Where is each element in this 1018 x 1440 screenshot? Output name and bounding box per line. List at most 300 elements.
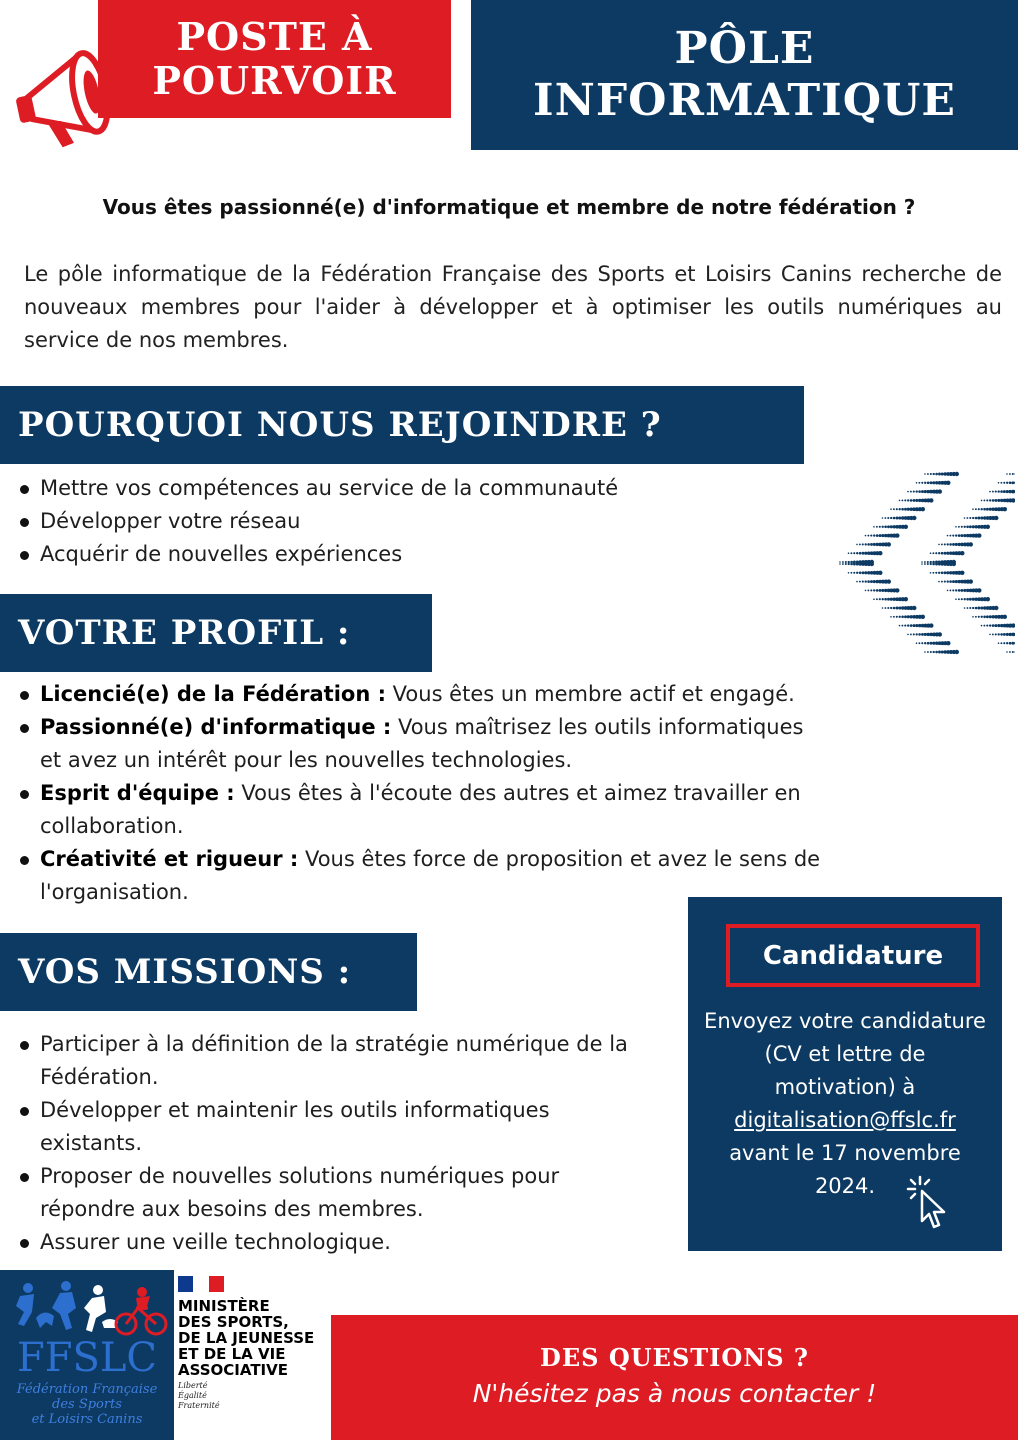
chevron-dot: [912, 516, 916, 520]
chevron-dot: [994, 516, 998, 520]
chevron-dot: [932, 642, 935, 645]
chevron-dot: [935, 473, 938, 476]
chevron-dot: [862, 571, 865, 574]
chevron-dot: [912, 606, 916, 610]
chevron-dot: [969, 579, 973, 583]
chevron-dot: [895, 533, 899, 537]
chevron-dot: [867, 543, 870, 546]
chevron-dot: [862, 552, 865, 555]
chevron-dot: [887, 598, 890, 601]
chevron-dot: [850, 552, 852, 554]
chevron-dot: [969, 607, 971, 609]
chevron-dot: [977, 588, 981, 592]
chevron-dot: [969, 598, 972, 601]
chevron-dot: [881, 534, 884, 537]
chevron-dot: [995, 491, 997, 493]
chevron-dot: [921, 561, 923, 563]
chevron-dot: [867, 535, 869, 537]
chevron-dot: [893, 508, 895, 510]
chevron-dot: [941, 552, 944, 555]
ministere-line: DES SPORTS,: [178, 1313, 289, 1331]
chevron-dot: [1006, 633, 1009, 636]
chevron-dot: [878, 551, 882, 555]
chevron-dot: [960, 589, 963, 592]
chevron-dot: [904, 525, 908, 529]
chevron-dot: [1011, 642, 1014, 645]
chevron-dot: [907, 508, 910, 511]
chevron-dot: [983, 499, 985, 501]
chevron-dot: [873, 543, 876, 546]
chevron-dot: [921, 490, 924, 493]
chevron-dot: [935, 552, 937, 554]
chevron-dot: [927, 563, 929, 565]
chevron-dot: [927, 651, 929, 653]
chevron-dot: [932, 552, 934, 554]
chevron-dot: [890, 616, 892, 618]
chevron-dot: [941, 581, 943, 583]
chevron-dot: [972, 616, 974, 618]
chevron-dot: [972, 508, 974, 510]
chevron-dot: [964, 607, 966, 609]
list-item: Développer votre réseau: [0, 505, 800, 538]
chevron-dot: [882, 607, 884, 609]
chevron-dot: [958, 598, 960, 600]
banner-line: INFORMATIQUE: [533, 75, 956, 126]
chevron-dot: [924, 642, 926, 644]
chevron-dot: [961, 598, 963, 600]
chevron-dot: [1009, 651, 1011, 653]
chevron-dot: [938, 489, 942, 493]
chevron-dot: [915, 624, 918, 627]
chevron-dot: [879, 598, 881, 600]
chevron-dot: [998, 642, 1000, 644]
chevron-dot: [955, 543, 958, 546]
chevron-dot: [933, 651, 935, 653]
chevron-dot: [1012, 473, 1014, 475]
chevron-dot: [1009, 642, 1012, 645]
chevron-dot: [870, 580, 873, 583]
chevron-dot: [876, 589, 879, 592]
chevron-dot: [884, 598, 887, 601]
chevron-dot: [884, 517, 886, 519]
chevron-dot: [1012, 651, 1014, 653]
chevron-dot: [995, 633, 997, 635]
chevron-dot: [856, 572, 858, 574]
motto-line: Fraternité: [178, 1401, 220, 1410]
chevron-dot: [853, 563, 856, 566]
chevron-dot: [947, 590, 949, 592]
chevron-dot: [932, 563, 935, 566]
chevron-dot: [859, 543, 861, 545]
chevron-dot: [907, 634, 909, 636]
chevron-dot: [994, 499, 997, 502]
chevron-dot: [890, 525, 893, 528]
chevron-dot: [966, 598, 969, 601]
chevron-dot: [930, 481, 933, 484]
chevron-dot: [927, 473, 929, 475]
pole-informatique-banner: [471, 0, 1018, 150]
chevron-dot: [859, 581, 861, 583]
chevron-dot: [964, 526, 966, 528]
chevron-dot: [952, 580, 955, 583]
chevron-dot: [978, 616, 980, 618]
chevron-dot: [952, 562, 956, 566]
chevron-dot: [975, 616, 977, 618]
list-item: [0, 678, 880, 711]
chevron-dot: [952, 589, 954, 591]
chevron-dot: [983, 625, 985, 627]
chevron-dot: [1000, 490, 1003, 493]
chevron-dot: [946, 481, 950, 485]
chevron-dot: [870, 589, 872, 591]
chevron-dot: [1006, 473, 1008, 475]
chevron-dot: [986, 499, 988, 501]
ffslc-fullname: [0, 1382, 174, 1427]
chevron-dot: [977, 517, 980, 520]
chevron-dot: [992, 499, 995, 502]
chevron-dot: [904, 597, 908, 601]
chevron-dot: [938, 473, 941, 476]
chevron-dot: [890, 508, 892, 510]
ffslc-wordmark: FFSLC: [16, 1335, 158, 1381]
chevron-dot: [955, 589, 957, 591]
chevron-dot: [856, 581, 858, 583]
chevron-dot: [989, 491, 991, 493]
list-item: Acquérir de nouvelles expériences: [0, 538, 800, 571]
chevron-dot: [904, 625, 906, 627]
ministere-line: DE LA JEUNESSE: [178, 1329, 315, 1347]
chevron-dot: [983, 508, 986, 511]
chevron-dot: [981, 500, 983, 502]
chevron-dot: [998, 490, 1000, 492]
chevron-dot: [876, 526, 878, 528]
chevron-dot: [913, 491, 915, 493]
footer-contact-text: N'hésitez pas à nous contacter !: [472, 1379, 877, 1408]
french-flag-icon: [178, 1276, 224, 1292]
chevron-dot: [918, 482, 920, 484]
chevron-dot: [941, 571, 944, 574]
chevron-dot: [932, 481, 935, 484]
chevron-dot: [947, 535, 949, 537]
chevron-dot: [862, 581, 864, 583]
chevron-dot: [859, 571, 862, 574]
chevron-dot: [1014, 642, 1015, 645]
chevron-dot: [882, 526, 884, 528]
section-title-pourquoi: POURQUOI NOUS REJOINDRE ?: [0, 386, 804, 464]
banner-line: POSTE À: [176, 14, 373, 59]
chevron-dot: [873, 580, 876, 583]
chevron-dot: [867, 589, 869, 591]
logo-line: des Sports: [52, 1397, 122, 1412]
chevron-dot: [930, 473, 932, 475]
chevron-dot: [853, 572, 855, 574]
chevron-dot: [958, 589, 961, 592]
chevron-dot: [887, 517, 889, 519]
chevron-dot: [1009, 473, 1011, 475]
chevron-dot: [947, 543, 949, 545]
chevron-dot: [997, 499, 1000, 502]
chevron-dot: [867, 580, 870, 583]
item-text: Vous êtes force de proposition et avez le sens de l'organisation.: [40, 847, 821, 904]
list-item: Développer et maintenir les outils informatiques existants.: [0, 1094, 640, 1160]
click-cursor-icon: [906, 1175, 950, 1231]
chevron-dot: [856, 552, 858, 554]
chevron-dot: [961, 526, 963, 528]
logo-line: et Loisirs Canins: [31, 1412, 143, 1427]
chevron-dot: [986, 525, 990, 529]
intro-paragraph: Le pôle informatique de la Fédération Française des Sports et Loisirs Canins recherche de nouveaux membres pour l'aider à développer et à optimiser les outils numériques au service de nos membres.: [24, 262, 1002, 352]
chevron-dot: [865, 543, 867, 545]
chevron-dot: [873, 598, 875, 600]
chevron-dot: [955, 472, 959, 476]
chevron-dot: [901, 508, 904, 511]
chevron-dot: [1003, 482, 1005, 484]
ministere-line: MINISTÈRE: [178, 1297, 270, 1315]
candidature-instructions: Envoyez votre candidature (CV et lettre de motivation) à: [704, 1009, 986, 1099]
ffslc-logo: [0, 1270, 174, 1440]
chevron-dot: [924, 563, 926, 565]
chevron-dot: [992, 633, 994, 635]
chevron-dot: [930, 651, 932, 653]
chevron-dot: [853, 552, 855, 554]
chevron-dot: [929, 498, 933, 502]
chevron-dot: [972, 525, 975, 528]
chevron-dot: [949, 589, 951, 591]
list-item: [0, 711, 820, 777]
chevron-dot: [916, 633, 918, 635]
chevron-dot: [1014, 481, 1015, 484]
chevron-dot: [910, 499, 913, 502]
missions-list: [0, 1028, 690, 1259]
chevron-dot: [927, 561, 929, 563]
chevron-dot: [963, 589, 966, 592]
chevron-dot: [924, 651, 926, 653]
chevron-dot: [901, 625, 903, 627]
chevron-dot: [890, 598, 893, 601]
chevron-dot: [930, 552, 932, 554]
chevron-dot: [864, 571, 867, 574]
chevron-dot: [921, 507, 925, 511]
chevron-dot: [918, 490, 921, 493]
chevron-dot: [992, 624, 995, 627]
list-item: Participer à la définition de la stratégie numérique de la Fédération.: [0, 1028, 690, 1094]
chevron-dot: [1003, 642, 1005, 644]
chevron-dot: [981, 508, 983, 510]
chevron-dot: [998, 482, 1000, 484]
chevron-dot: [966, 607, 968, 609]
list-item: Proposer de nouvelles solutions numériques pour répondre aux besoins des membres.: [0, 1160, 650, 1226]
chevron-dot: [1000, 642, 1002, 644]
chevron-dot: [1000, 482, 1002, 484]
chevron-dot: [1003, 507, 1007, 511]
list-item: Assurer une veille technologique.: [0, 1226, 690, 1259]
candidature-email-link[interactable]: digitalisation@ffslc.fr: [734, 1108, 956, 1132]
chevron-dot: [910, 491, 912, 493]
chevron-dot: [850, 563, 853, 566]
banner-line: PÔLE: [674, 23, 815, 74]
chevron-dot: [884, 525, 887, 528]
chevron-dot: [944, 552, 947, 555]
chevron-dot: [1003, 633, 1006, 636]
chevron-dot: [899, 500, 901, 502]
chevron-dot: [910, 633, 912, 635]
chevron-dot: [938, 572, 940, 574]
chevron-dot: [994, 624, 997, 627]
chevron-dot: [881, 589, 884, 592]
chevron-dot: [916, 642, 918, 644]
chevron-dot: [929, 623, 933, 627]
chevron-dot: [955, 580, 958, 583]
chevron-dot: [949, 543, 952, 546]
chevron-dot: [904, 499, 906, 501]
chevron-dot: [893, 517, 896, 520]
chevron-dot: [882, 598, 884, 600]
chevron-dot: [986, 615, 989, 618]
chevron-dot: [895, 588, 899, 592]
chevron-dot: [960, 534, 963, 537]
chevron-dot: [890, 517, 892, 519]
chevron-dot: [879, 589, 882, 592]
chevron-dot: [1003, 615, 1007, 619]
chevron-dot: [989, 508, 992, 511]
chevron-dot: [901, 615, 904, 618]
chevron-dot: [958, 534, 961, 537]
item-text: Vous êtes un membre actif et engagé.: [386, 682, 795, 706]
chevron-dot: [842, 563, 844, 565]
chevron-dot: [989, 624, 991, 626]
chevron-dot: [896, 508, 898, 510]
candidature-text: [702, 1005, 988, 1203]
chevron-dot: [955, 598, 957, 600]
chevron-dot: [848, 572, 850, 574]
chevron-dot: [972, 607, 974, 609]
chevron-dot: [848, 563, 850, 565]
chevron-dot: [975, 508, 977, 510]
chevron-dot: [1003, 490, 1006, 493]
profil-list: [0, 678, 880, 909]
chevron-dot: [941, 543, 943, 545]
chevron-dot: [966, 525, 969, 528]
chevron-dot: [842, 561, 844, 563]
chevron-dot: [960, 571, 964, 575]
chevron-dot: [924, 490, 927, 493]
chevron-dot: [1011, 481, 1014, 484]
chevron-dot: [898, 606, 901, 609]
chevron-dot: [887, 607, 889, 609]
chevron-dot: [899, 508, 901, 510]
chevron-dot: [887, 579, 891, 583]
chevron-dot: [896, 517, 899, 520]
athletes-dogs-icon: [6, 1278, 168, 1338]
chevron-dot: [935, 563, 938, 566]
ministere-logo: [178, 1276, 328, 1411]
chevron-dot: [964, 517, 966, 519]
item-label: Esprit d'équipe :: [40, 781, 235, 805]
chevron-dot: [941, 472, 944, 475]
chevron-dot: [893, 616, 895, 618]
chevron-dot: [921, 633, 924, 636]
chevron-dot: [865, 580, 867, 582]
chevron-dot: [879, 526, 881, 528]
chevron-dot: [981, 625, 983, 627]
chevron-dot: [955, 534, 957, 536]
chevron-dot: [938, 562, 941, 565]
chevron-dot: [884, 607, 886, 609]
chevron-dot: [930, 572, 932, 574]
chevron-dot: [977, 607, 980, 610]
chevron-dot: [910, 624, 913, 627]
chevron-dot: [862, 543, 864, 545]
chevron-dot: [856, 544, 858, 546]
candidature-title: Candidature: [726, 924, 980, 987]
chevron-dot: [918, 642, 920, 644]
chevron-dot: [870, 543, 873, 546]
chevron-dot: [899, 625, 901, 627]
chevron-dot: [898, 516, 901, 519]
chevron-dot: [978, 508, 980, 510]
chevron-dot: [930, 563, 932, 565]
chevron-dot: [949, 535, 951, 537]
chevron-dot: [944, 543, 946, 545]
chevron-dot: [989, 615, 992, 618]
section-title-missions: VOS MISSIONS :: [0, 933, 417, 1011]
chevron-dot: [907, 615, 910, 618]
chevron-dot: [946, 552, 949, 555]
chevron-dot: [972, 517, 974, 519]
chevron-dot: [921, 642, 923, 644]
chevron-dot: [850, 572, 852, 574]
chevron-dot: [981, 616, 983, 618]
candidature-box: [688, 897, 1002, 1251]
chevron-dot: [927, 642, 930, 645]
ministere-name: [178, 1298, 328, 1378]
chevron-dot: [938, 544, 940, 546]
chevron-dot: [994, 606, 998, 610]
chevron-dot: [938, 581, 940, 583]
chevron-dot: [946, 641, 950, 645]
chevron-dot: [949, 580, 952, 583]
chevron-dot: [845, 563, 847, 565]
chevron-dot: [896, 616, 898, 618]
item-label: Créativité et rigueur :: [40, 847, 299, 871]
intro-question: Vous êtes passionné(e) d'informatique et membre de notre fédération ?: [102, 195, 916, 219]
chevron-dot: [921, 615, 925, 619]
chevron-dot: [873, 589, 875, 591]
chevron-dot: [921, 563, 923, 565]
chevron-dot: [870, 562, 874, 566]
chevron-dot: [878, 571, 882, 575]
chevron-dot: [933, 473, 935, 475]
chevron-dot: [921, 482, 923, 484]
chevron-dot: [879, 534, 882, 537]
chevron-dot: [859, 552, 862, 555]
candidature-deadline: avant le 17 novembre 2024.: [729, 1141, 961, 1198]
chevron-dot: [839, 561, 841, 563]
item-label: Licencié(e) de la Fédération :: [40, 682, 386, 706]
chevron-dot: [848, 552, 850, 554]
chevron-dot: [873, 526, 875, 528]
chevron-dot: [1000, 633, 1003, 636]
chevron-dot: [938, 552, 940, 554]
chevron-dot: [1006, 482, 1008, 484]
pourquoi-list: [0, 472, 800, 571]
chevron-dot: [876, 598, 878, 600]
item-label: Passionné(e) d'informatique :: [40, 715, 392, 739]
chevron-dot: [969, 517, 971, 519]
chevron-dot: [983, 615, 986, 618]
chevron-dot: [989, 634, 991, 636]
chevron-dot: [882, 517, 884, 519]
